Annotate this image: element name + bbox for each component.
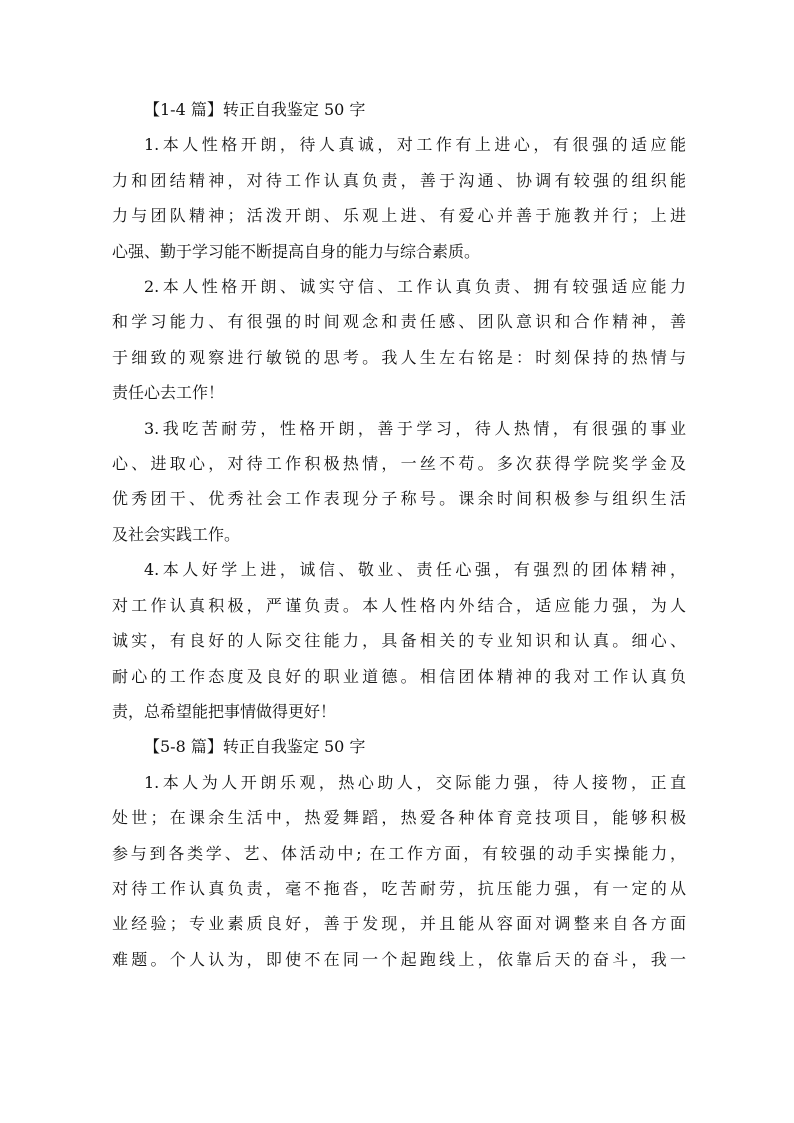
text-line: 力和团结精神，对待工作认真负责，善于沟通、协调有较强的组织能 — [112, 170, 686, 190]
text-line: 及社会实践工作。 — [112, 524, 241, 544]
text-line: 和学习能力、有很强的时间观念和责任感、团队意识和合作精神，善 — [112, 312, 686, 332]
text-line: 力与团队精神；活泼开朗、乐观上进、有爱心并善于施教并行；上进 — [112, 206, 686, 226]
text-line: 难题。个人认为，即使不在同一个起跑线上，依靠后天的奋斗，我一 — [112, 949, 686, 969]
text-line: 心、进取心，对待工作积极热情，一丝不苟。多次获得学院奖学金及 — [112, 454, 686, 474]
section-heading-5-8: 【5-8 篇】转正自我鉴定 50 字 — [144, 737, 366, 757]
text-line: 心强、勤于学习能不断提高自身的能力与综合素质。 — [112, 241, 481, 261]
text-line: 处世；在课余生活中，热爱舞蹈，热爱各种体育竞技项目，能够积极 — [112, 808, 686, 828]
text-line: 对待工作认真负责，毫不拖沓，吃苦耐劳，抗压能力强，有一定的从 — [112, 878, 686, 898]
paragraph-1-4-item-3 — [112, 411, 686, 553]
text-line: 对工作认真积极，严谨负责。本人性格内外结合，适应能力强，为人 — [112, 595, 686, 615]
paragraph-5-8-item-1 — [112, 765, 686, 977]
text-line: 责任心去工作！ — [112, 383, 225, 403]
text-line: 诚实，有良好的人际交往能力，具备相关的专业知识和认真。细心、 — [112, 631, 686, 651]
text-line: 参与到各类学、艺、体活动中; 在工作方面，有较强的动手实操能力， — [112, 843, 686, 863]
text-line: 1.本人为人开朗乐观，热心助人，交际能力强，待人接物，正直 — [144, 772, 686, 792]
text-line: 2.本人性格开朗、诚实守信、工作认真负责、拥有较强适应能力 — [144, 277, 686, 297]
document-body — [112, 92, 686, 977]
section-heading-1-4: 【1-4 篇】转正自我鉴定 50 字 — [144, 100, 366, 119]
paragraph-1-4-item-1 — [112, 127, 686, 269]
text-line: 于细致的观察进行敏锐的思考。我人生左右铭是：时刻保持的热情与 — [112, 347, 686, 367]
text-line: 优秀团干、优秀社会工作表现分子称号。课余时间积极参与组织生活 — [112, 489, 686, 509]
paragraph-1-4-item-2 — [112, 269, 686, 411]
text-line: 4.本人好学上进，诚信、敬业、责任心强，有强烈的团体精神， — [144, 560, 686, 580]
paragraph-1-4-item-4 — [112, 552, 686, 729]
text-line: 耐心的工作态度及良好的职业道德。相信团体精神的我对工作认真负 — [112, 666, 686, 686]
text-line: 业经验；专业素质良好，善于发现，并且能从容面对调整来自各方面 — [112, 914, 686, 934]
text-line: 3.我吃苦耐劳，性格开朗，善于学习，待人热情，有很强的事业 — [144, 418, 686, 438]
text-line: 责，总希望能把事情做得更好！ — [112, 701, 337, 721]
text-line: 1.本人性格开朗，待人真诚，对工作有上进心，有很强的适应能 — [144, 135, 686, 155]
